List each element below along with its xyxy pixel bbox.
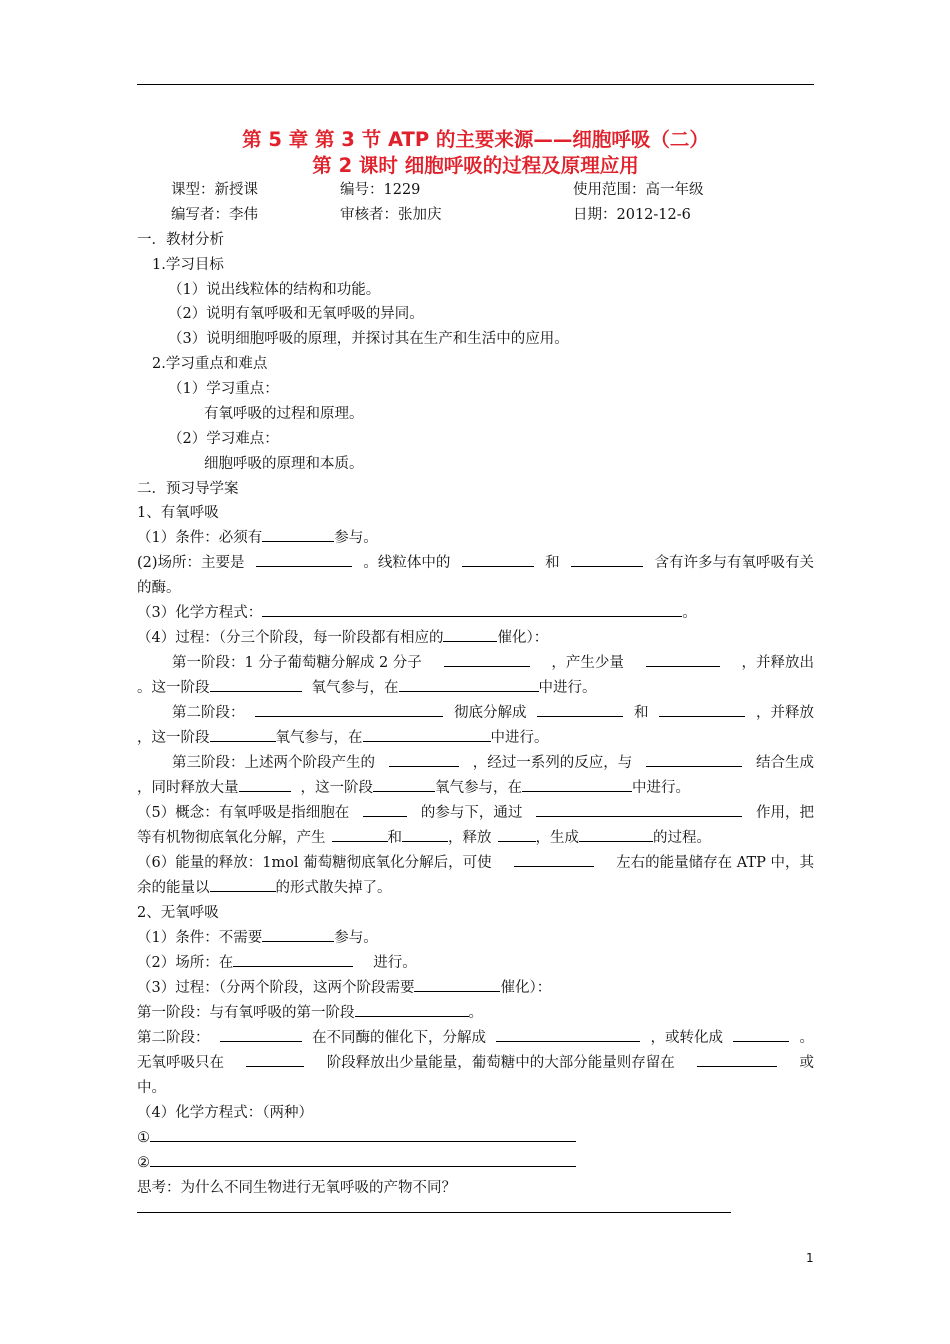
- subsection-heading: 2、无氧呼吸: [137, 905, 219, 921]
- stage-one: [172, 651, 814, 672]
- text: （4）过程：（分三个阶段，每一阶段都有相应的: [137, 630, 444, 646]
- meta-date: 日期：2012-12-6: [573, 207, 691, 223]
- text: ，释放: [448, 830, 492, 846]
- anaerobic-condition: [137, 926, 814, 947]
- subsection-heading: 2.学习重点和难点: [152, 356, 268, 372]
- section-heading: 二．预习导学案: [137, 481, 239, 497]
- fill-blank[interactable]: [332, 826, 388, 842]
- text: 彻底分解成: [454, 705, 527, 721]
- text: 进行。: [373, 955, 417, 971]
- text: ，并释放: [756, 705, 814, 721]
- text: 无氧呼吸只在: [137, 1055, 224, 1071]
- text: 余的能量以: [137, 880, 210, 896]
- text: 氧气参与，在: [275, 730, 363, 746]
- text: （1）条件：必须有: [137, 530, 263, 546]
- fill-blank[interactable]: [373, 776, 435, 792]
- fill-blank[interactable]: [150, 1151, 576, 1167]
- fill-blank[interactable]: [498, 826, 536, 842]
- fill-blank[interactable]: [462, 551, 534, 567]
- fill-blank[interactable]: [210, 876, 276, 892]
- text: 等有机物彻底氧化分解，产生: [137, 830, 326, 846]
- text: ，这一阶段: [300, 780, 373, 796]
- fill-blank[interactable]: [733, 1026, 789, 1042]
- text: 作用，把: [755, 805, 814, 821]
- text: 。这一阶段: [137, 680, 210, 696]
- aerobic-concept-cont: [137, 826, 814, 847]
- aerobic-location: [137, 551, 814, 572]
- anaerobic-energy: [137, 1051, 814, 1072]
- fill-blank[interactable]: [239, 776, 291, 792]
- text: 和: [387, 830, 402, 846]
- fill-blank[interactable]: [363, 801, 407, 817]
- fill-blank[interactable]: [210, 676, 302, 692]
- stage-three: [172, 751, 814, 772]
- fill-blank[interactable]: [389, 751, 459, 767]
- goal-item: （1）说出线粒体的结构和功能。: [168, 282, 381, 298]
- fill-blank[interactable]: [262, 526, 334, 542]
- difficulty-label: （2）学习难点：: [168, 431, 279, 447]
- section-heading: 一．教材分析: [137, 232, 224, 248]
- meta-code: 编号：1229: [340, 182, 421, 198]
- text: ，生成: [535, 830, 579, 846]
- text: 和: [545, 555, 560, 571]
- fill-blank[interactable]: [262, 926, 334, 942]
- text: 催化）：: [497, 630, 549, 646]
- anaerobic-equation-label: （4）化学方程式：（两种）: [137, 1105, 313, 1121]
- equation-one: [137, 1126, 814, 1146]
- text: 的过程。: [653, 830, 711, 846]
- meta-author: 编写者：李伟: [171, 207, 258, 223]
- text: 第二阶段：: [137, 1030, 210, 1046]
- anaerobic-energy-cont: 中。: [137, 1080, 166, 1096]
- fill-blank[interactable]: [697, 1051, 777, 1067]
- fill-blank[interactable]: [355, 1001, 469, 1017]
- text: 参与。: [334, 530, 378, 546]
- text: 第一阶段：与有氧呼吸的第一阶段: [137, 1005, 355, 1021]
- fill-blank[interactable]: [537, 701, 623, 717]
- fill-blank[interactable]: [443, 626, 497, 642]
- text: 中进行。: [538, 680, 597, 696]
- fill-blank[interactable]: [659, 701, 745, 717]
- fill-blank[interactable]: [210, 726, 276, 742]
- text: 左右的能量储存在 ATP 中，其: [616, 855, 814, 871]
- text: 结合生成: [756, 755, 814, 771]
- text: 。线粒体中的: [363, 555, 451, 571]
- page-number: 1: [806, 1251, 814, 1265]
- text: ①: [137, 1130, 150, 1146]
- text: （2）场所：在: [137, 955, 234, 971]
- text: （3）化学方程式：: [137, 605, 263, 621]
- meta-type: 课型：新授课: [171, 182, 258, 198]
- thinking-question: 思考：为什么不同生物进行无氧呼吸的产物不同？: [137, 1180, 456, 1196]
- fill-blank[interactable]: [522, 776, 632, 792]
- text: 。: [468, 1005, 483, 1021]
- energy-release-cont: [137, 876, 814, 897]
- text: 的形式散失掉了。: [275, 880, 392, 896]
- aerobic-concept: [137, 801, 814, 822]
- fill-blank[interactable]: [646, 651, 720, 667]
- stage-two-cont: [137, 726, 814, 747]
- text: 在不同酶的催化下，分解成: [312, 1030, 486, 1046]
- text: ，或转化成: [650, 1030, 723, 1046]
- fill-blank[interactable]: [150, 1126, 576, 1142]
- stage-two: [172, 701, 814, 722]
- aerobic-process: [137, 626, 814, 647]
- text: 第三阶段：上述两个阶段产生的: [172, 755, 375, 771]
- text: 阶段释放出少量能量，葡萄糖中的大部分能量则存留在: [326, 1055, 675, 1071]
- fill-blank[interactable]: [571, 551, 643, 567]
- key-point-text: 有氧呼吸的过程和原理。: [204, 406, 364, 422]
- goal-item: （3）说明细胞呼吸的原理，并探讨其在生产和生活中的应用。: [168, 331, 569, 347]
- text: ，这一阶段: [137, 730, 210, 746]
- goal-item: （2）说明有氧呼吸和无氧呼吸的异同。: [168, 306, 424, 322]
- text: (2)场所：主要是: [137, 555, 245, 571]
- anaerobic-location: [137, 951, 814, 972]
- page-title: 第 5 章 第 3 节 ATP 的主要来源——细胞呼吸（二）: [242, 128, 709, 151]
- fill-blank[interactable]: [363, 726, 491, 742]
- text: 或: [799, 1055, 814, 1071]
- fill-blank[interactable]: [444, 651, 530, 667]
- fill-blank[interactable]: [646, 751, 742, 767]
- text: 的参与下，通过: [420, 805, 523, 821]
- key-point-label: （1）学习重点：: [168, 381, 279, 397]
- fill-blank[interactable]: [496, 1026, 640, 1042]
- fill-blank[interactable]: [402, 826, 448, 842]
- aerobic-location-cont: 的酶。: [137, 580, 181, 596]
- fill-blank[interactable]: [256, 551, 352, 567]
- fill-blank[interactable]: [262, 601, 682, 617]
- aerobic-condition: [137, 526, 814, 547]
- text: （5）概念：有氧呼吸是指细胞在: [137, 805, 350, 821]
- fill-blank[interactable]: [514, 851, 594, 867]
- text: ，并释放出: [741, 655, 814, 671]
- text: （3）过程：（分两个阶段，这两个阶段需要: [137, 980, 415, 996]
- text: ，经过一系列的反应，与: [472, 755, 633, 771]
- fill-blank[interactable]: [579, 826, 653, 842]
- text: ，同时释放大量: [137, 780, 239, 796]
- text: 和: [634, 705, 649, 721]
- text: 氧气参与，在: [311, 680, 399, 696]
- text: 中进行。: [632, 780, 690, 796]
- fill-blank[interactable]: [220, 1026, 302, 1042]
- fill-blank[interactable]: [246, 1051, 304, 1067]
- text: 中进行。: [490, 730, 549, 746]
- text: ②: [137, 1155, 150, 1171]
- page-subtitle: 第 2 课时 细胞呼吸的过程及原理应用: [312, 154, 639, 177]
- fill-blank[interactable]: [536, 801, 742, 817]
- difficulty-text: 细胞呼吸的原理和本质。: [204, 456, 364, 472]
- fill-blank[interactable]: [414, 976, 500, 992]
- fill-blank[interactable]: [255, 701, 443, 717]
- text: ，产生少量: [551, 655, 624, 671]
- text: 氧气参与，在: [435, 780, 522, 796]
- header-rule: [137, 84, 814, 85]
- subsection-heading: 1、有氧呼吸: [137, 505, 219, 521]
- answer-line[interactable]: [137, 1212, 731, 1213]
- text: 。: [682, 605, 697, 621]
- anaerobic-stage-two: [137, 1026, 814, 1047]
- meta-range: 使用范围：高一年级: [573, 182, 704, 198]
- fill-blank[interactable]: [233, 951, 353, 967]
- text: 第一阶段：1 分子葡萄糖分解成 2 分子: [172, 655, 422, 671]
- stage-one-cont: [137, 676, 814, 697]
- text: 催化）：: [500, 980, 552, 996]
- text: 第二阶段：: [172, 705, 245, 721]
- anaerobic-stage-one: [137, 1001, 814, 1022]
- energy-release: [137, 851, 814, 872]
- text: 参与。: [334, 930, 378, 946]
- equation-two: [137, 1151, 814, 1171]
- text: 。: [799, 1030, 814, 1046]
- text: 含有许多与有氧呼吸有关: [654, 555, 814, 571]
- fill-blank[interactable]: [399, 676, 539, 692]
- subsection-heading: 1.学习目标: [152, 257, 224, 273]
- text: （1）条件：不需要: [137, 930, 263, 946]
- aerobic-equation: [137, 601, 814, 622]
- stage-three-cont: [137, 776, 814, 797]
- meta-reviewer: 审核者：张加庆: [340, 207, 442, 223]
- anaerobic-process: [137, 976, 814, 997]
- text: （6）能量的释放：1mol 葡萄糖彻底氧化分解后，可使: [137, 855, 492, 871]
